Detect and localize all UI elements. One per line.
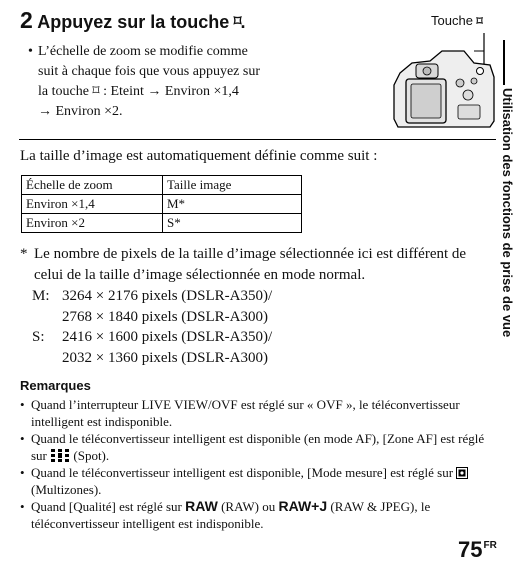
pixel-size-value: 2032 × 1360 pixels (DSLR-A300) — [62, 349, 268, 366]
raw-jpeg-icon: RAW+J — [278, 498, 328, 514]
multi-segment-metering-icon — [456, 467, 468, 479]
note-line: Le nombre de pixels de la taille d’image sélectionnée ici est différent de — [34, 246, 467, 262]
bullet-dot: • — [28, 44, 33, 59]
remarques-title: Remarques — [20, 378, 91, 393]
table-cell: S* — [163, 214, 302, 233]
table-row — [22, 195, 302, 214]
pixel-note — [20, 244, 498, 286]
raw-icon: RAW — [185, 498, 218, 514]
step-text: Appuyez sur la touche — [37, 12, 230, 32]
list-item — [20, 498, 498, 532]
auto-size-text: La taille d’image est automatiquement définie comme suit : — [20, 148, 378, 164]
step-bullet-line: la touche ⌑ : Eteint → Environ ×1,4 — [38, 84, 239, 99]
table-row — [22, 214, 302, 233]
bullet-dot: • — [20, 465, 25, 480]
step-heading — [20, 7, 245, 34]
note-asterisk: * — [20, 246, 28, 262]
divider — [19, 139, 496, 140]
table-cell: Environ ×1,4 — [22, 195, 163, 214]
remarque-text: téléconvertisseur intelligent est indisponible. — [31, 516, 264, 531]
remarque-text: réglé sur — [31, 431, 485, 463]
spot-af-icon — [50, 449, 70, 462]
step-bullet-line: L’échelle de zoom se modifie comme — [38, 44, 248, 59]
page-language-suffix: FR — [483, 540, 497, 551]
list-item — [20, 464, 498, 498]
step-bullet-line: suit à chaque fois que vous appuyez sur — [38, 64, 260, 79]
remarques-list — [20, 396, 498, 532]
remarque-text: Quand le téléconvertisseur intelligent est disponible, [Mode mesure] est réglé sur — [31, 465, 454, 480]
bullet-dot: • — [20, 397, 25, 412]
table-header: Taille image — [163, 176, 302, 195]
section-side-tab-text: Utilisation des fonctions de prise de vue — [500, 88, 515, 338]
remarque-text: Quand [Qualité] est réglé sur — [31, 499, 182, 514]
zoom-button-icon: ⌑ — [233, 13, 241, 30]
camera-callout-text: Touche — [431, 13, 473, 28]
remarque-text: (RAW & JPEG), le — [330, 499, 431, 514]
pixel-size-key: S: — [32, 329, 45, 345]
zoom-button-icon: ⌑ — [476, 14, 483, 28]
page-number-value: 75 — [458, 537, 483, 562]
camera-callout-label — [431, 13, 483, 28]
camera-illustration — [392, 33, 496, 128]
list-item — [20, 430, 498, 464]
table-cell: Environ ×2 — [22, 214, 163, 233]
remarque-text: (RAW) ou — [221, 499, 276, 514]
note-line: celui de la taille d’image sélectionnée en mode normal. — [34, 267, 366, 283]
step-number: 2 — [20, 7, 33, 33]
list-item — [20, 396, 498, 430]
bullet-dot: • — [20, 431, 25, 446]
step-suffix: . — [240, 12, 246, 32]
remarque-text: (Multizones). — [31, 482, 102, 497]
pixel-size-value: 3264 × 2176 pixels (DSLR-A350)/ — [62, 288, 273, 304]
table-cell: M* — [163, 195, 302, 214]
table-header: Échelle de zoom — [22, 176, 163, 195]
remarque-text: Quand l’interrupteur LIVE VIEW/OVF est réglé sur « OVF », le téléconvertisseur intelligent est indisponible. — [31, 397, 460, 429]
step-bullet — [28, 42, 293, 122]
side-rule — [503, 40, 505, 85]
remarque-text: (Spot). — [73, 448, 110, 463]
remarque-text: Quand le téléconvertisseur intelligent est disponible (en mode AF), [Zone AF] est — [31, 431, 455, 446]
step-bullet-line: → Environ ×2. — [38, 104, 123, 119]
pixel-size-key: M: — [32, 288, 50, 304]
table-header-row — [22, 176, 302, 195]
section-side-tab — [493, 88, 513, 338]
page-number — [458, 537, 497, 563]
zoom-size-table — [21, 175, 302, 233]
pixel-size-value: 2768 × 1840 pixels (DSLR-A300) — [62, 308, 268, 325]
pixel-size-value: 2416 × 1600 pixels (DSLR-A350)/ — [62, 329, 273, 345]
bullet-dot: • — [20, 499, 25, 514]
